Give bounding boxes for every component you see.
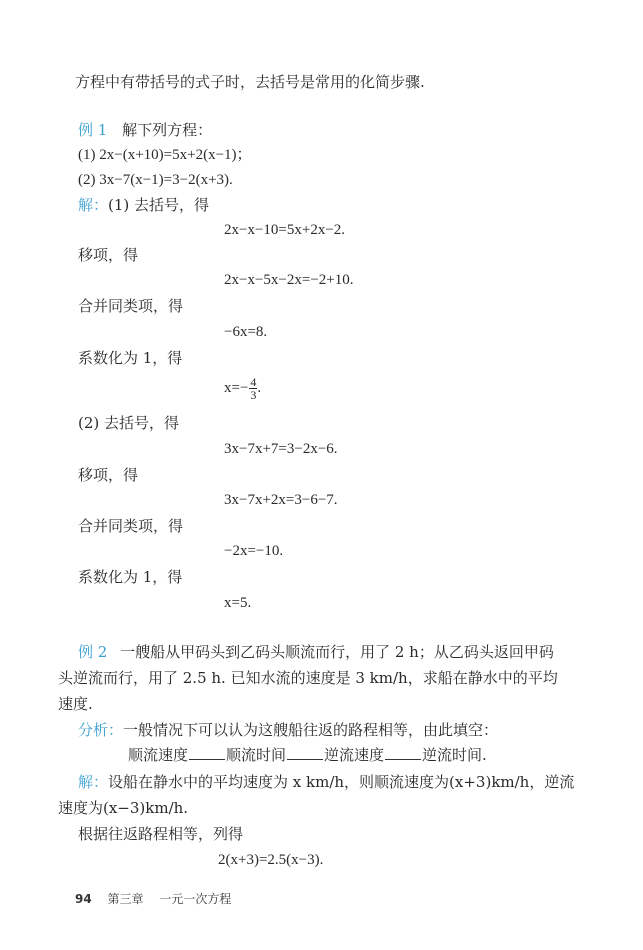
fill-in-line — [128, 745, 487, 765]
solution-2-step-1-label: (2) 去括号，得 — [78, 414, 180, 432]
step-label: (1) 去括号，得 — [108, 196, 210, 214]
final-equation: 2(x+3)=2.5(x−3). — [218, 852, 324, 868]
equation-suffix: . — [257, 380, 262, 396]
solution-text: 设船在静水中的平均速度为 x km/h，则顺流速度为(x+3)km/h，逆流 — [108, 773, 575, 791]
solution-2-step-4-equation: x=5. — [224, 595, 252, 611]
example-1-header — [78, 120, 212, 140]
solution-1-step-2-equation: 2x−x−5x−2x=−2+10. — [224, 272, 354, 288]
blank-2[interactable] — [287, 745, 323, 760]
fill-part: 逆流速度 — [324, 746, 385, 764]
solution-2-step-2-equation: 3x−7x+2x=3−6−7. — [224, 492, 338, 508]
analysis-line — [78, 720, 498, 740]
solution-line-2: 速度为(x−3)km/h. — [58, 799, 189, 817]
solution-1-step-2-label: 移项，得 — [78, 246, 139, 264]
solution-2-step-3-label: 合并同类项，得 — [78, 517, 184, 535]
fill-part: 逆流时间. — [422, 746, 487, 764]
solution-2-step-4-label: 系数化为 1，得 — [78, 568, 183, 586]
blank-3[interactable] — [385, 745, 421, 760]
solution-line-3: 根据往返路程相等，列得 — [78, 825, 244, 843]
solution-1-step-1-equation: 2x−x−10=5x+2x−2. — [224, 222, 346, 238]
chapter-number: 第三章 — [107, 892, 144, 906]
example-2-line-2: 头逆流而行，用了 2.5 h. 已知水流的速度是 3 km/h，求船在静水中的平均 — [58, 669, 558, 687]
chapter-title: 一元一次方程 — [159, 892, 232, 906]
fill-part: 顺流时间 — [226, 746, 287, 764]
page-number: 94 — [75, 892, 92, 906]
solution-1-step-1-label — [78, 195, 209, 215]
denominator: 3 — [250, 388, 257, 403]
blank-1[interactable] — [189, 745, 225, 760]
page-footer — [75, 890, 231, 907]
solution-label: 解： — [78, 196, 109, 214]
solution-1-step-3-label: 合并同类项，得 — [78, 297, 184, 315]
example-2-text: 一艘船从甲码头到乙码头顺流而行，用了 2 h；从乙码头返回甲码 — [120, 643, 554, 661]
solution-1-step-4-equation — [224, 373, 261, 403]
numerator: 4 — [250, 375, 257, 390]
example-2-line-3: 速度. — [58, 695, 93, 713]
equation-prefix: x=− — [224, 380, 249, 396]
example-2-label: 例 2 — [78, 643, 108, 661]
example-1-problem-1: (1) 2x−(x+10)=5x+2(x−1)； — [78, 147, 252, 163]
example-2-line-1 — [78, 642, 554, 662]
example-1-label: 例 1 — [78, 121, 108, 139]
solution-line-1 — [78, 772, 574, 792]
example-1-prompt: 解下列方程： — [122, 121, 213, 139]
solution-label: 解： — [78, 773, 109, 791]
intro-text: 方程中有带括号的式子时，去括号是常用的化简步骤. — [75, 73, 425, 91]
solution-2-step-2-label: 移项，得 — [78, 466, 139, 484]
solution-1-step-4-label: 系数化为 1，得 — [78, 349, 183, 367]
analysis-text: 一般情况下可以认为这艘船往返的路程相等，由此填空： — [123, 721, 499, 739]
fill-part: 顺流速度 — [128, 746, 189, 764]
solution-2-step-3-equation: −2x=−10. — [224, 543, 284, 559]
analysis-label: 分析： — [78, 721, 124, 739]
solution-2-step-1-equation: 3x−7x+7=3−2x−6. — [224, 441, 338, 457]
example-1-problem-2: (2) 3x−7(x−1)=3−2(x+3). — [78, 172, 233, 188]
solution-1-step-3-equation: −6x=8. — [224, 324, 268, 340]
